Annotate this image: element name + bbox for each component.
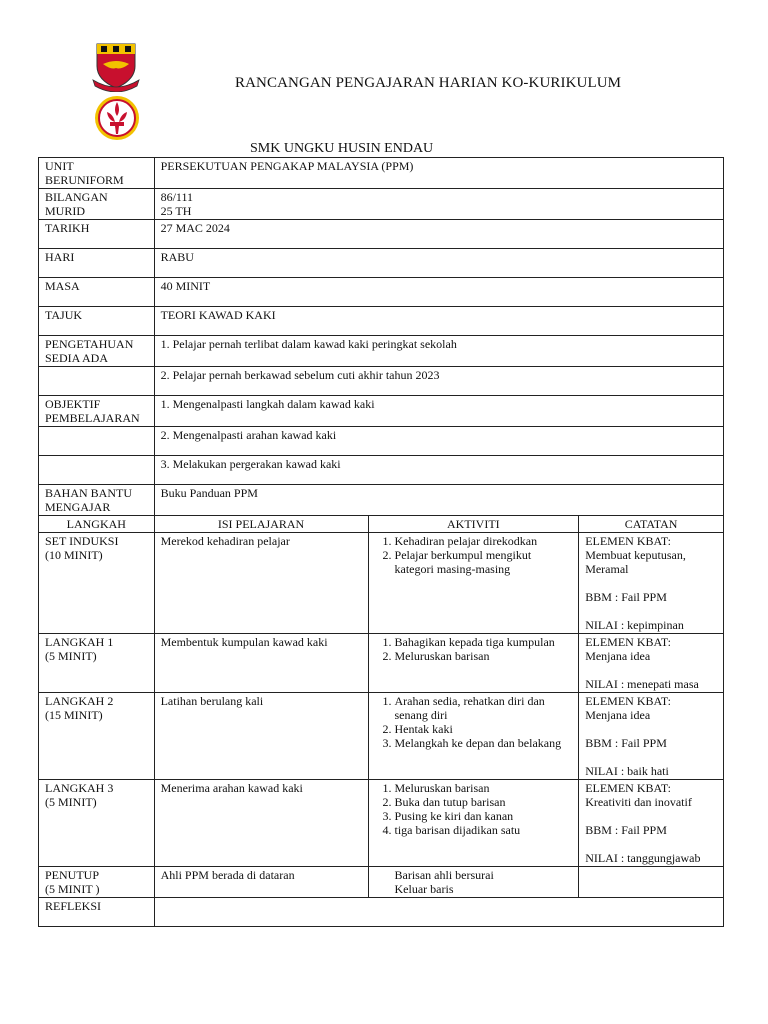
activity-item: 3. Pusing ke kiri dan kanan xyxy=(395,809,573,823)
info-label: BILANGAN MURID xyxy=(39,189,155,220)
activity-item: 3. Melangkah ke depan dan belakang xyxy=(395,736,573,750)
info-row xyxy=(39,396,724,427)
info-value: RABU xyxy=(154,249,723,278)
nilai-value: NILAI : baik hati xyxy=(585,764,669,778)
step-name-cell xyxy=(39,780,155,867)
step-time: (10 MINIT) xyxy=(45,548,103,562)
school-name: SMK UNGKU HUSIN ENDAU xyxy=(250,141,434,156)
scout-emblem-icon xyxy=(93,94,141,142)
step-name: LANGKAH 1 xyxy=(45,635,114,649)
step-row xyxy=(39,634,724,693)
nilai-value: NILAI : menepati masa xyxy=(585,677,699,691)
step-name-cell xyxy=(39,693,155,780)
nilai-value: NILAI : kepimpinan xyxy=(585,618,684,632)
kbat-value: Menjana idea xyxy=(585,649,651,663)
kbat-label: ELEMEN KBAT: xyxy=(585,781,671,795)
school-crest-icon xyxy=(91,40,141,92)
info-row xyxy=(39,307,724,336)
info-value: PERSEKUTUAN PENGAKAP MALAYSIA (PPM) xyxy=(154,158,723,189)
info-row xyxy=(39,336,724,367)
info-label: OBJEKTIF PEMBELAJARAN xyxy=(39,396,155,427)
kbat-value: Membuat keputusan, Meramal xyxy=(585,548,686,576)
activity-item: 2. Pelajar berkumpul mengikut kategori masing-masing xyxy=(395,548,573,576)
kbat-value: Menjana idea xyxy=(585,708,651,722)
step-row xyxy=(39,780,724,867)
step-notes xyxy=(579,533,724,634)
activity-item: 1. Arahan sedia, rehatkan diri dan senang diri xyxy=(395,694,573,722)
info-value-line: 86/111 xyxy=(160,190,194,204)
step-time: (5 MINIT) xyxy=(45,795,97,809)
bbm-value: BBM : Fail PPM xyxy=(585,736,667,750)
step-name: SET INDUKSI xyxy=(45,534,119,548)
step-time: (5 MINIT ) xyxy=(45,882,100,896)
step-name-cell xyxy=(39,533,155,634)
step-notes xyxy=(579,867,724,898)
refleksi-label: REFLEKSI xyxy=(39,898,155,927)
step-activities xyxy=(368,780,579,867)
info-row xyxy=(39,220,724,249)
step-activities xyxy=(368,693,579,780)
info-row xyxy=(39,485,724,516)
info-value: 3. Melakukan pergerakan kawad kaki xyxy=(154,456,723,485)
bbm-value: BBM : Fail PPM xyxy=(585,590,667,604)
info-label: HARI xyxy=(39,249,155,278)
info-row xyxy=(39,189,724,220)
step-content: Membentuk kumpulan kawad kaki xyxy=(154,634,368,693)
kbat-label: ELEMEN KBAT: xyxy=(585,694,671,708)
info-row xyxy=(39,456,724,485)
activity-item: 2. Hentak kaki xyxy=(395,722,573,736)
info-label: MASA xyxy=(39,278,155,307)
activity-item: 1. Bahagikan kepada tiga kumpulan xyxy=(395,635,573,649)
lesson-plan-table xyxy=(38,157,724,927)
step-activities xyxy=(368,634,579,693)
step-activities xyxy=(368,867,579,898)
step-time: (15 MINIT) xyxy=(45,708,103,722)
document-title: RANCANGAN PENGAJARAN HARIAN KO-KURIKULUM xyxy=(235,75,622,91)
info-label: BAHAN BANTU MENGAJAR xyxy=(39,485,155,516)
info-row xyxy=(39,249,724,278)
activity-item: 1. Meluruskan barisan xyxy=(395,781,573,795)
column-header: CATATAN xyxy=(579,516,724,533)
step-notes xyxy=(579,693,724,780)
info-label xyxy=(39,427,155,456)
step-content: Menerima arahan kawad kaki xyxy=(154,780,368,867)
activity-item: 2. Buka dan tutup barisan xyxy=(395,795,573,809)
refleksi-row xyxy=(39,898,724,927)
info-value: 1. Pelajar pernah terlibat dalam kawad kaki peringkat sekolah xyxy=(154,336,723,367)
step-name: LANGKAH 3 xyxy=(45,781,114,795)
info-value: Buku Panduan PPM xyxy=(154,485,723,516)
info-value-line: 25 TH xyxy=(160,204,192,218)
info-label: PENGETAHUAN SEDIA ADA xyxy=(39,336,155,367)
step-content: Latihan berulang kali xyxy=(154,693,368,780)
info-label xyxy=(39,367,155,396)
info-row xyxy=(39,278,724,307)
activity-item: Keluar baris xyxy=(394,882,454,896)
column-header-row xyxy=(39,516,724,533)
info-value: 40 MINIT xyxy=(154,278,723,307)
step-content: Merekod kehadiran pelajar xyxy=(154,533,368,634)
column-header: LANGKAH xyxy=(39,516,155,533)
info-label: UNIT BERUNIFORM xyxy=(39,158,155,189)
info-row xyxy=(39,158,724,189)
step-row xyxy=(39,533,724,634)
step-name-cell xyxy=(39,867,155,898)
info-label: TAJUK xyxy=(39,307,155,336)
step-activities xyxy=(368,533,579,634)
kbat-label: ELEMEN KBAT: xyxy=(585,534,671,548)
info-value: 1. Mengenalpasti langkah dalam kawad kaki xyxy=(154,396,723,427)
activity-item: 1. Kehadiran pelajar direkodkan xyxy=(395,534,573,548)
info-row xyxy=(39,427,724,456)
info-value xyxy=(154,189,723,220)
column-header: AKTIVITI xyxy=(368,516,579,533)
activity-item: Barisan ahli bersurai xyxy=(394,868,494,882)
step-row xyxy=(39,693,724,780)
nilai-value: NILAI : tanggungjawab xyxy=(585,851,701,865)
step-time: (5 MINIT) xyxy=(45,649,97,663)
info-value: 2. Pelajar pernah berkawad sebelum cuti akhir tahun 2023 xyxy=(154,367,723,396)
refleksi-value xyxy=(154,898,723,927)
bbm-value: BBM : Fail PPM xyxy=(585,823,667,837)
step-row xyxy=(39,867,724,898)
step-notes xyxy=(579,780,724,867)
info-value: 2. Mengenalpasti arahan kawad kaki xyxy=(154,427,723,456)
step-name: PENUTUP xyxy=(45,868,100,882)
step-notes xyxy=(579,634,724,693)
step-name: LANGKAH 2 xyxy=(45,694,114,708)
info-label: TARIKH xyxy=(39,220,155,249)
activity-item: 2. Meluruskan barisan xyxy=(395,649,573,663)
kbat-label: ELEMEN KBAT: xyxy=(585,635,671,649)
info-row xyxy=(39,367,724,396)
step-name-cell xyxy=(39,634,155,693)
kbat-value: Kreativiti dan inovatif xyxy=(585,795,692,809)
step-content: Ahli PPM berada di dataran xyxy=(154,867,368,898)
info-value: TEORI KAWAD KAKI xyxy=(154,307,723,336)
info-label xyxy=(39,456,155,485)
activity-item: 4. tiga barisan dijadikan satu xyxy=(395,823,573,837)
column-header: ISI PELAJARAN xyxy=(154,516,368,533)
info-value: 27 MAC 2024 xyxy=(154,220,723,249)
